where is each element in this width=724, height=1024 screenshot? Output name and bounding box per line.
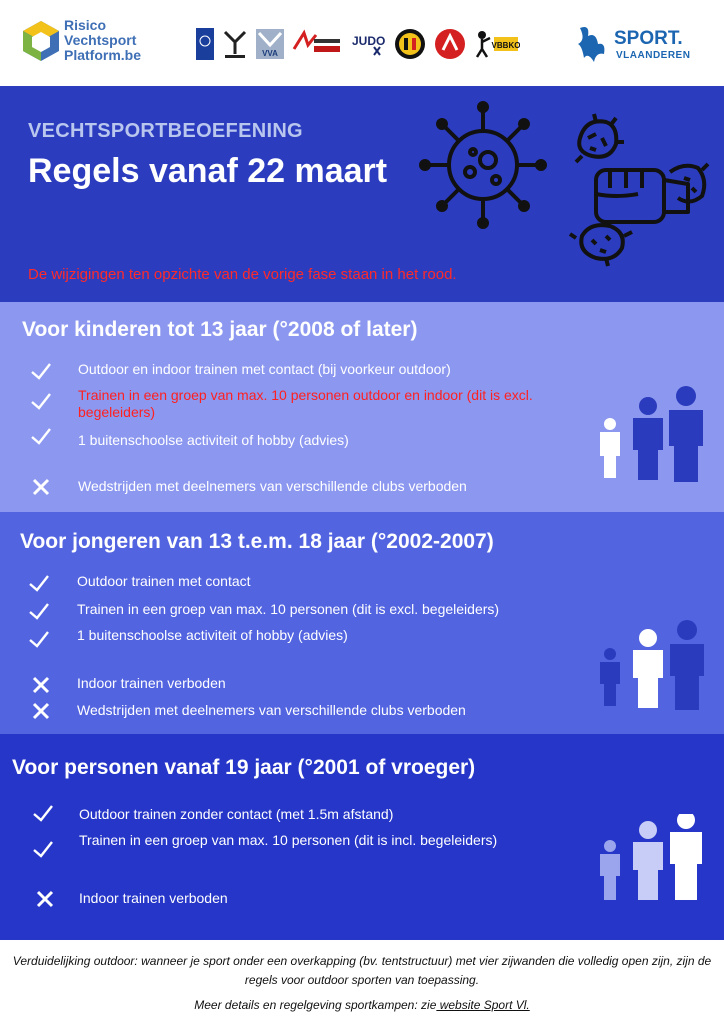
partner-logos: [196, 26, 520, 62]
partner-logo-kjf[interactable]: [434, 28, 466, 60]
check-icon: [28, 600, 50, 622]
check-icon: [32, 838, 54, 860]
judo-emblem-icon: [350, 31, 386, 57]
header-bar: [0, 0, 724, 86]
partner-logo-un[interactable]: [196, 28, 214, 60]
sport-vlaanderen-line-1: SPORT.: [614, 28, 683, 49]
cross-icon: [30, 674, 52, 696]
check-icon: [30, 425, 52, 447]
outdoor-clarification: Verduidelijking outdoor: wanneer je sport onder een overkapping (bv. tentstructuur) met vier zijwanden die volledig open zijn, zijn de regels voor outdoor sporten van toepassing.: [12, 954, 712, 987]
partner-logo-vva[interactable]: [256, 28, 284, 60]
virus-icon: [418, 100, 548, 230]
rule-item: Trainen in een groep van max. 10 personen (dit is excl. begeleiders): [77, 601, 500, 617]
rule-item-changed: Trainen in een groep van max. 10 personen outdoor en indoor (dit is excl. begeleiders): [78, 387, 533, 420]
section-title: Voor kinderen tot 13 jaar (°2008 of later): [22, 318, 418, 341]
flemish-lion-icon: [576, 22, 610, 66]
section-adults: [0, 734, 724, 940]
rule-item: Indoor trainen verboden: [77, 675, 226, 691]
check-icon: [32, 802, 54, 824]
partner-logo-vwf[interactable]: [292, 28, 342, 60]
kbba-seal-icon: [394, 28, 426, 60]
footer: [0, 940, 724, 1024]
sport-vlaanderen-logo[interactable]: [576, 22, 706, 68]
rule-item: Outdoor trainen zonder contact (met 1.5m afstand): [79, 806, 394, 822]
kjf-seal-icon: [434, 28, 466, 60]
partner-logo-judo[interactable]: [350, 28, 386, 60]
rule-item: 1 buitenschoolse activiteit of hobby (advies): [78, 432, 349, 448]
check-icon: [30, 360, 52, 382]
svg-text:VVA: VVA: [262, 49, 278, 58]
people-group-icon: [598, 814, 706, 902]
check-icon: [28, 572, 50, 594]
website-sport-vl-link[interactable]: website Sport Vl.: [436, 998, 530, 1012]
svg-text:VBBKO: VBBKO: [491, 41, 520, 50]
section-title: Voor personen vanaf 19 jaar (°2001 of vroeger): [12, 756, 476, 779]
details-prefix: Meer details en regelgeving sportkampen: zie: [194, 998, 437, 1012]
un-flag-icon: [196, 28, 214, 60]
rule-item: 1 buitenschoolse activiteit of hobby (advies): [77, 627, 348, 643]
rule-item: Wedstrijden met deelnemers van verschillende clubs verboden: [78, 478, 467, 494]
section-youth: [0, 512, 724, 734]
logo-line-2: Vechtsport: [64, 32, 137, 48]
partner-logo-vbbko[interactable]: [474, 28, 520, 60]
rule-item: Trainen in een groep van max. 10 personen (dit is incl. begeleiders): [79, 832, 498, 848]
vbbko-emblem-icon: [474, 29, 520, 59]
partner-logo-kbba[interactable]: [394, 28, 426, 60]
section-title: Voor jongeren van 13 t.e.m. 18 jaar (°2002-2007): [20, 530, 494, 553]
details-line: [0, 998, 724, 1012]
risico-vechtsport-logo[interactable]: [22, 16, 152, 70]
rule-item: Outdoor trainen met contact: [77, 573, 251, 589]
cross-icon: [34, 888, 56, 910]
logo-line-3: Platform.be: [64, 47, 142, 63]
svg-text:JUDO: JUDO: [352, 34, 386, 48]
check-icon: [28, 628, 50, 650]
page-title: Regels vanaf 22 maart: [28, 152, 388, 190]
partner-logo-tkd[interactable]: [222, 28, 248, 60]
wushu-emblem-icon: [292, 29, 342, 59]
red-changes-note: De wijzigingen ten opzichte van de vorige fase staan in het rood.: [28, 266, 457, 283]
virus-punch-icon: [566, 108, 716, 268]
tkd-emblem-icon: [222, 28, 248, 60]
hero-kicker: VECHTSPORTBEOEFENING: [28, 120, 303, 142]
people-group-icon: [596, 620, 708, 712]
rule-item: Indoor trainen verboden: [79, 890, 228, 906]
vva-emblem-icon: [256, 29, 284, 59]
rule-item: Wedstrijden met deelnemers van verschillende clubs verboden: [77, 702, 466, 718]
cross-icon: [30, 700, 52, 722]
logo-line-1: Risico: [64, 17, 107, 33]
people-group-icon: [596, 386, 708, 486]
sport-vlaanderen-line-2: VLAANDEREN: [616, 50, 691, 61]
section-children: [0, 302, 724, 512]
hero-banner: [0, 86, 724, 302]
cross-icon: [30, 476, 52, 498]
check-icon: [30, 390, 52, 412]
rule-item: Outdoor en indoor trainen met contact (bij voorkeur outdoor): [78, 361, 451, 377]
hexagon-logo-icon: [22, 20, 60, 62]
